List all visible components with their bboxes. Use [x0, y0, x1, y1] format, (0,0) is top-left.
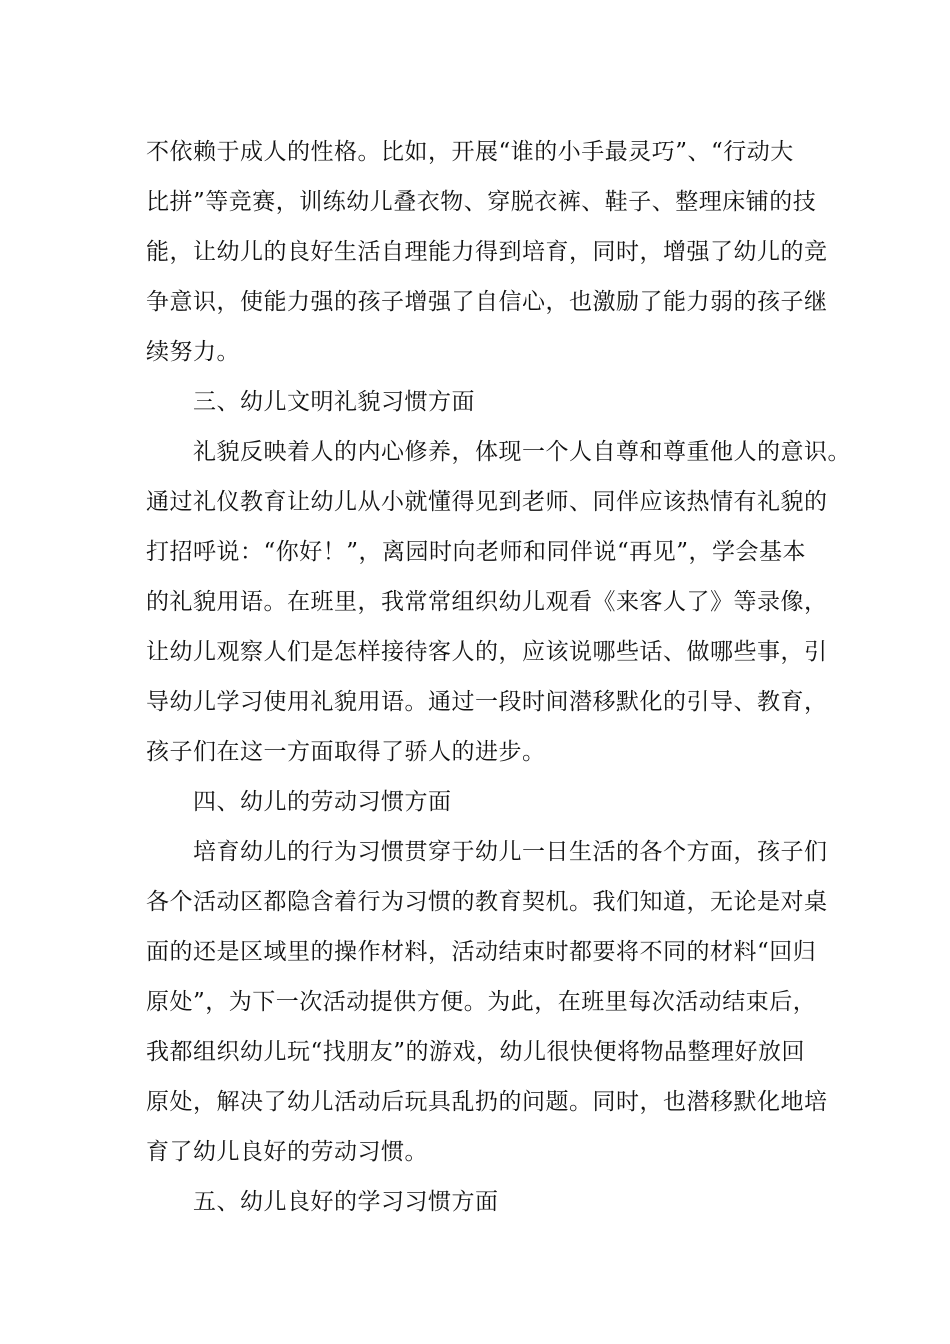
paragraph-line: 的礼貌用语。在班里，我常常组织幼儿观看《来客人了》等录像，	[146, 589, 828, 615]
paragraph-line: 通过礼仪教育让幼儿从小就懂得见到老师、同伴应该热情有礼貌的	[146, 489, 828, 515]
paragraph-line: 能，让幼儿的良好生活自理能力得到培育，同时，增强了幼儿的竞	[146, 239, 828, 265]
paragraph-line: 孩子们在这一方面取得了骄人的进步。	[146, 739, 546, 765]
paragraph-line: 各个活动区都隐含着行为习惯的教育契机。我们知道，无论是对桌	[146, 889, 828, 915]
paragraph-line: 不依赖于成人的性格。比如，开展“谁的小手最灵巧”、“行动大	[146, 139, 794, 165]
paragraph-line: 比拼”等竞赛，训练幼儿叠衣物、穿脱衣裤、鞋子、整理床铺的技	[146, 189, 817, 215]
paragraph-line: 礼貌反映着人的内心修养，体现一个人自尊和尊重他人的意识。	[193, 439, 851, 465]
paragraph-line: 续努力。	[146, 339, 240, 365]
paragraph-line: 原处”，为下一次活动提供方便。为此，在班里每次活动结束后，	[146, 989, 817, 1015]
paragraph-line: 争意识，使能力强的孩子增强了自信心，也激励了能力弱的孩子继	[146, 289, 828, 315]
section-heading: 四、幼儿的劳动习惯方面	[193, 789, 452, 815]
paragraph-line: 原处，解决了幼儿活动后玩具乱扔的问题。同时，也潜移默化地培	[146, 1089, 828, 1115]
paragraph-line: 培育幼儿的行为习惯贯穿于幼儿一日生活的各个方面，孩子们	[193, 839, 828, 865]
paragraph-line: 导幼儿学习使用礼貌用语。通过一段时间潜移默化的引导、教育，	[146, 689, 828, 715]
section-heading: 五、幼儿良好的学习习惯方面	[193, 1189, 499, 1215]
paragraph-line: 打招呼说：“你好！”，离园时向老师和同伴说“再见”，学会基本	[146, 539, 807, 565]
paragraph-line: 面的还是区域里的操作材料，活动结束时都要将不同的材料“回归	[146, 939, 817, 965]
section-heading: 三、幼儿文明礼貌习惯方面	[193, 389, 475, 415]
paragraph-line: 让幼儿观察人们是怎样接待客人的，应该说哪些话、做哪些事，引	[146, 639, 828, 665]
paragraph-line: 育了幼儿良好的劳动习惯。	[146, 1139, 428, 1165]
paragraph-line: 我都组织幼儿玩“找朋友”的游戏，幼儿很快便将物品整理好放回	[146, 1039, 806, 1065]
